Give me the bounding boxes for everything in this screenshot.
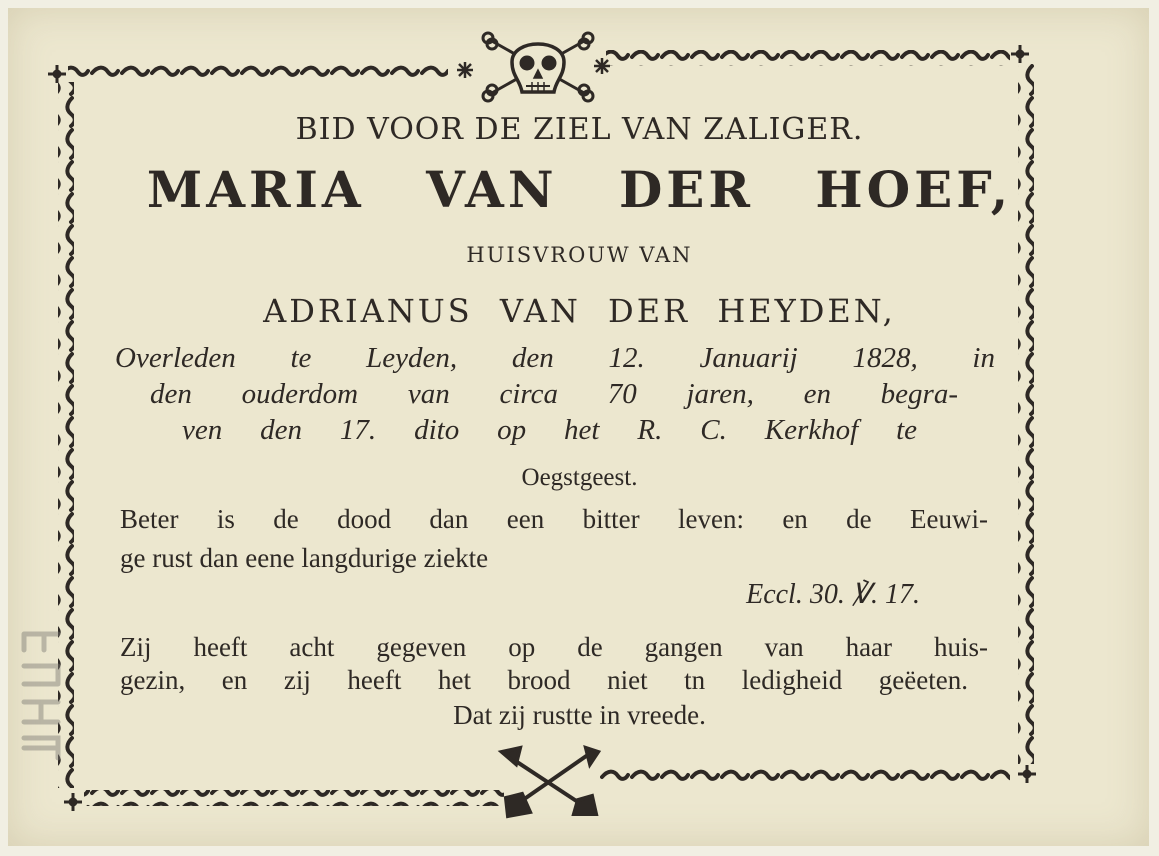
burial-place: Oegstgeest.	[521, 464, 638, 491]
proverb-line-1: Zij heeft acht gegeven op de gangen van haar huis-	[120, 632, 988, 662]
closing-prayer: Dat zij rustte in vreede.	[453, 700, 706, 730]
corner-ornament-bottom-left	[64, 793, 82, 811]
relation-label: HUISVROUW VAN	[466, 243, 693, 267]
border-top-left	[68, 62, 448, 78]
death-notice-line-2: den ouderdom van circa 70 jaren, en begra-	[150, 378, 958, 410]
star-ornament-right	[594, 58, 610, 74]
corner-ornament-top-right	[1011, 45, 1029, 63]
archive-stamp	[14, 626, 68, 766]
card-heading: BID VOOR DE ZIEL VAN ZALIGER.	[295, 112, 864, 147]
verse-line-2: ge rust dan eene langdurige ziekte	[120, 543, 489, 573]
corner-ornament-bottom-right	[1018, 765, 1036, 783]
crossed-spades-icon	[502, 748, 598, 816]
star-ornament-left	[457, 62, 473, 78]
border-top-right	[606, 50, 1010, 66]
verse-line-1: Beter is de dood dan een bitter leven: en de Eeuwi-	[120, 504, 988, 534]
verse-reference: Eccl. 30. ℣. 17.	[746, 579, 920, 610]
deceased-name: MARIA VAN DER HOEF,	[146, 160, 1013, 219]
death-notice-line-3: ven den 17. dito op het R. C. Kerkhof te	[182, 414, 917, 446]
proverb-line-2: gezin, en zij heeft het brood niet tn ledigheid geëeten.	[120, 665, 968, 695]
husband-name: ADRIANUS VAN DER HEYDEN,	[263, 292, 896, 330]
border-bottom-right	[600, 768, 1010, 784]
corner-ornament-top-left	[48, 65, 66, 83]
death-notice-line-1: Overleden te Leyden, den 12. Januarij 1828, in	[115, 342, 995, 374]
skull-and-crossbones-icon	[483, 33, 593, 101]
border-bottom-left	[84, 790, 504, 806]
